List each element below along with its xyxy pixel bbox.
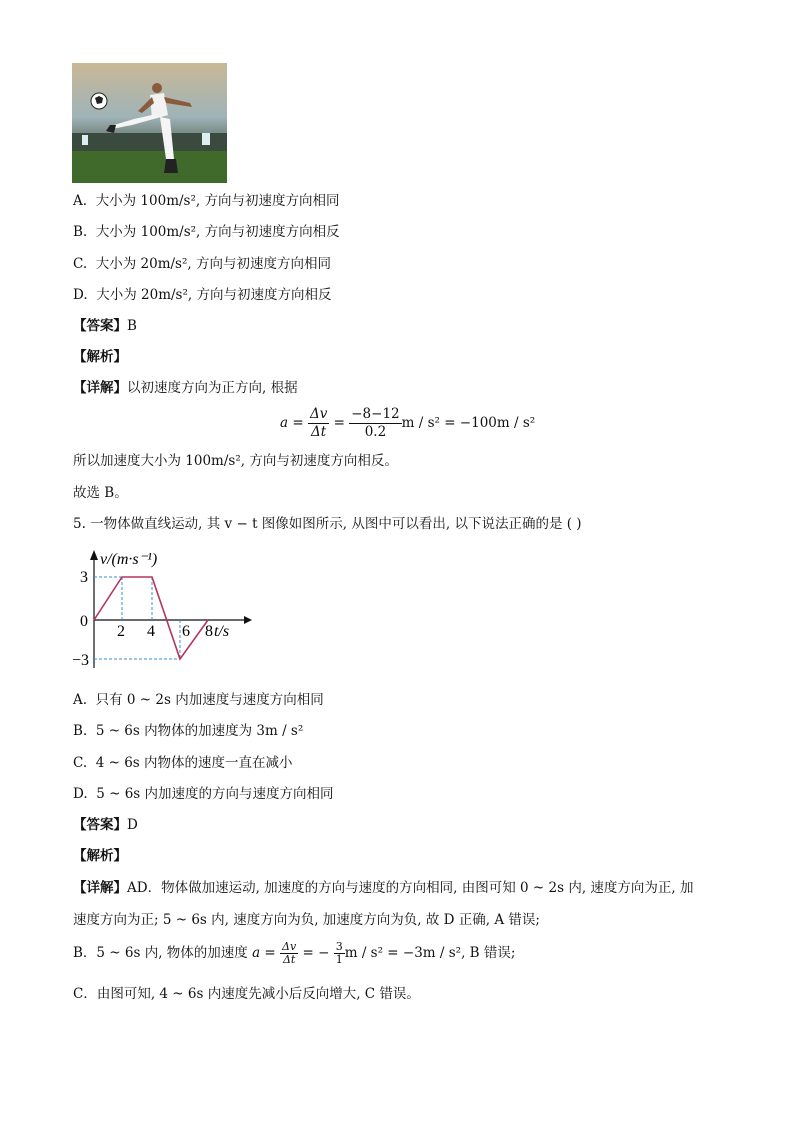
x-axis-label: t/s xyxy=(214,623,230,640)
q4-option-b: B. 大小为 100m/s², 方向与初速度方向相反 xyxy=(73,224,340,240)
q5-option-d: D. 5 ~ 6s 内加速度的方向与速度方向相同 xyxy=(73,786,334,802)
q4-analysis-label: 【解析】 xyxy=(73,349,127,365)
x-tick-4: 4 xyxy=(147,623,155,640)
vt-graph xyxy=(72,548,252,673)
y-tick-0: 0 xyxy=(80,613,88,630)
q5-detail-c: C．由图可知, 4 ~ 6s 内速度先减小后反向增大, C 错误。 xyxy=(73,986,420,1002)
q5-option-a: A. 只有 0 ~ 2s 内加速度与速度方向相同 xyxy=(73,692,324,708)
q5-option-c: C. 4 ~ 6s 内物体的速度一直在减小 xyxy=(73,755,293,771)
y-tick-3: 3 xyxy=(80,569,88,586)
q4-option-d: D. 大小为 20m/s², 方向与初速度方向相反 xyxy=(73,287,332,303)
q5-detail-line2: 速度方向为正; 5 ~ 6s 内, 速度方向为负, 加速度方向为负, 故 D 正确, A 错误; xyxy=(73,912,540,928)
y-tick-neg3: −3 xyxy=(72,652,90,669)
x-tick-2: 2 xyxy=(117,623,125,640)
vt-series-line xyxy=(94,577,208,659)
q5-stem: 5. 一物体做直线运动, 其 v − t 图像如图所示, 从图中可以看出, 以下说法正确的是 ( ) xyxy=(73,516,582,532)
x-tick-8: 8 xyxy=(205,623,213,640)
q5-detail-b: B．5 ~ 6s 内, 物体的加速度 a = $\frac{\Delta v}{\Delta t}$ = − $\frac{3}{1}$ m / s² = −3m / s², B 错误; xyxy=(73,940,516,966)
q4-option-a: A. 大小为 100m/s², 方向与初速度方向相同 xyxy=(73,193,340,209)
soccer-player-photo xyxy=(72,63,227,183)
q4-conclusion: 所以加速度大小为 100m/s², 方向与初速度方向相反。 xyxy=(73,453,398,469)
q5-detail-line1: 【详解】AD．物体做加速运动, 加速度的方向与速度的方向相同, 由图可知 0 ~ 2s 内, 速度方向为正, 加 xyxy=(73,880,694,896)
q5-analysis-label: 【解析】 xyxy=(73,848,127,864)
q4-option-c: C. 大小为 20m/s², 方向与初速度方向相同 xyxy=(73,256,331,272)
q4-detail: 【详解】以初速度方向为正方向, 根据 xyxy=(73,380,298,396)
x-tick-6: 6 xyxy=(182,623,190,640)
q4-choose: 故选 B。 xyxy=(73,485,128,501)
q5-answer: 【答案】D xyxy=(73,817,138,833)
y-axis-label: v/(m·s⁻¹) xyxy=(100,551,158,568)
q4-formula: a = $\frac{\Delta v}{\Delta t}$ = $\frac{-8-12}{0.2}$ m / s² = −100m / s² xyxy=(280,406,536,440)
q5-option-b: B. 5 ~ 6s 内物体的加速度为 3m / s² xyxy=(73,723,304,739)
q4-answer: 【答案】B xyxy=(73,318,137,334)
